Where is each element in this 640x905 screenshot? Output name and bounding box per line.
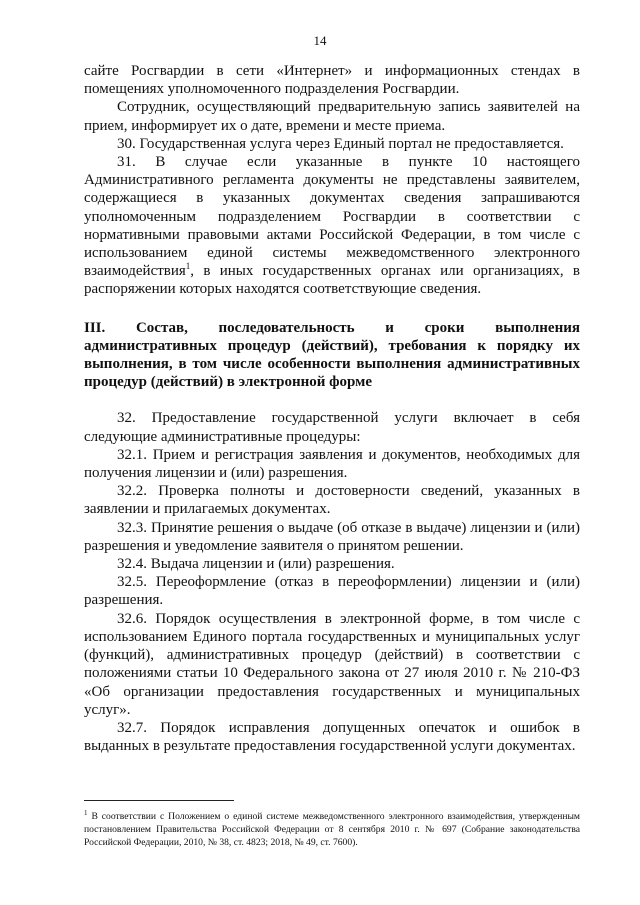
footnote [84,810,580,849]
paragraph-32-7: 32.7. Порядок исправления допущенных опечаток и ошибок в выданных в результате предоставления государственной услуги документах. [84,719,580,755]
page-number: 14 [313,33,327,48]
paragraph-32-3: 32.3. Принятие решения о выдаче (об отказе в выдаче) лицензии и (или) разрешения и уведомление заявителя о принятом решении. [84,519,580,554]
footnote-marker: 1 [84,808,88,817]
paragraph-32-6: 32.6. Порядок осуществления в электронной форме, в том числе с использованием Единого портала государственных и муниципальных услуг (функций), административных процедур (действий) в соответствии с положениями статьи 10 Федерального закона от 27 июля 2010 г. № 210-ФЗ «Об организации предоставления государственных и муниципальных услуг». [84,610,580,718]
document-body [84,62,580,755]
paragraph-31-text-a: 31. В случае если указанные в пункте 10 настоящего Административного регламента документы не представлены заявителем, содержащиеся в указанных документах сведения запрашиваются уполномоченным подразделением Росгвардии в соответствии с нормативными правовыми актами Российской Федерации, в том числе с использованием единой системы межведомственного электронного взаимодействия [84,154,580,280]
paragraph-32-5: 32.5. Переоформление (отказ в переоформлении) лицензии и (или) разрешения. [84,574,580,609]
paragraph-32-2: 32.2. Проверка полноты и достоверности сведений, указанных в заявлении и прилагаемых документах. [84,483,580,518]
paragraph-32-1: 32.1. Прием и регистрация заявления и документов, необходимых для получения лицензии и (или) разрешения. [84,446,580,482]
footnote-reference: 1 [185,261,191,272]
paragraph-continuation: сайте Росгвардии в сети «Интернет» и информационных стендах в помещениях уполномоченного подразделения Росгвардии. [84,63,580,98]
paragraph-31-text-b: , в иных государственных органах или организациях, в распоряжении которых находятся соответствующие сведения. [84,263,580,298]
footnote-separator [84,800,234,801]
footnote-text: В соответствии с Положением о единой системе межведомственного электронного взаимодействия, утвержденным постановлением Правительства Российской Федерации от 8 сентября 2010 г. № 697 (Собрание законодательства Российской Федерации, 2010, № 38, ст. 4823; 2018, № 49, ст. 7600). [84,811,580,848]
paragraph-31 [84,153,580,299]
paragraph-appointment-info: Сотрудник, осуществляющий предварительную запись заявителей на прием, информирует их о дате, времени и месте приема. [84,99,580,134]
section-heading-3: III. Состав, последовательность и сроки выполнения административных процедур (действий), требования к порядку их выполнения, в том числе особенности выполнения административных процедур (действий) в электронной форме [84,319,580,391]
paragraph-32: 32. Предоставление государственной услуги включает в себя следующие административные процедуры: [84,410,580,445]
paragraph-30: 30. Государственная услуга через Единый портал не предоставляется. [117,135,564,152]
paragraph-32-4: 32.4. Выдача лицензии и (или) разрешения. [117,556,395,573]
